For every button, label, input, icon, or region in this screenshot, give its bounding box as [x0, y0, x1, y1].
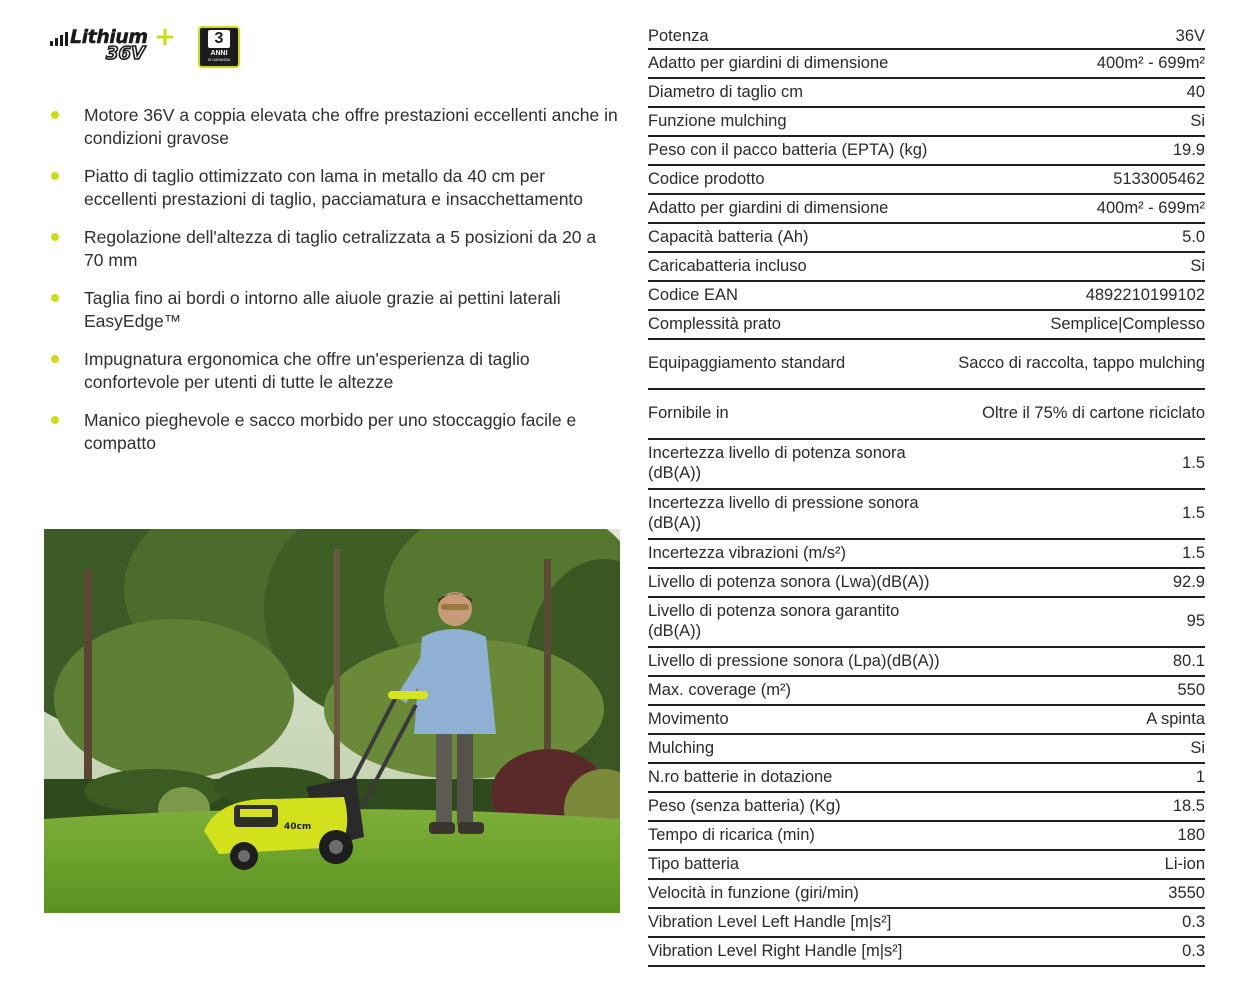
- spec-label: Codice prodotto: [648, 169, 765, 188]
- spec-value: 5133005462: [1113, 169, 1205, 188]
- spec-label: Incertezza livello di potenza sonora (dB(A)): [648, 444, 906, 482]
- spec-row: [648, 822, 1205, 851]
- feature-text: Piatto di taglio ottimizzato con lama in metallo da 40 cm per eccellenti prestazioni di taglio, pacciamatura e insacchettamento: [84, 166, 584, 209]
- bullet-dot-icon: [51, 416, 59, 424]
- spec-value: 1.5: [1182, 543, 1205, 562]
- spec-row: [648, 282, 1205, 311]
- spec-row: [648, 764, 1205, 793]
- spec-label: Peso con il pacco batteria (EPTA) (kg): [648, 140, 928, 159]
- spec-label: Equipaggiamento standard: [648, 354, 846, 372]
- feature-item: [48, 409, 618, 454]
- spec-label: Fornibile in: [648, 404, 729, 422]
- spec-row: [648, 195, 1205, 224]
- spec-row: [648, 340, 1205, 390]
- warranty-caption: DI GARANZIA: [207, 58, 231, 62]
- spec-label: Vibration Level Right Handle [m|s²]: [648, 941, 903, 960]
- warranty-unit: ANNI: [210, 50, 228, 57]
- spec-value: Oltre il 75% di cartone riciclato: [982, 404, 1205, 422]
- spec-value: 36V: [1175, 27, 1205, 45]
- spec-row: [648, 79, 1205, 108]
- feature-text: Manico pieghevole e sacco morbido per uno stoccaggio facile e compatto: [84, 410, 577, 453]
- spec-value: 1.5: [1182, 504, 1205, 522]
- spec-value: 400m² - 699m²: [1096, 198, 1205, 217]
- lithium-logo-plus: +: [154, 22, 176, 52]
- spec-value: Semplice|Complesso: [1050, 314, 1205, 333]
- spec-row: [648, 648, 1205, 677]
- spec-label: Capacità batteria (Ah): [648, 227, 809, 246]
- spec-value: 4892210199102: [1085, 285, 1205, 304]
- spec-label: Tempo di ricarica (min): [648, 825, 815, 844]
- spec-label: Vibration Level Left Handle [m|s²]: [648, 912, 892, 931]
- feature-item: [48, 165, 618, 210]
- spec-table: [648, 26, 1205, 967]
- spec-label: Incertezza livello di pressione sonora (dB(A)): [648, 494, 919, 532]
- product-photo: [44, 529, 620, 913]
- spec-value: Sacco di raccolta, tappo mulching: [958, 354, 1205, 372]
- spec-label: Codice EAN: [648, 285, 738, 304]
- spec-row: [648, 880, 1205, 909]
- bullet-dot-icon: [51, 355, 59, 363]
- spec-value: 5.0: [1182, 227, 1205, 246]
- spec-row: [648, 938, 1205, 967]
- spec-row: [648, 108, 1205, 137]
- spec-row: [648, 569, 1205, 598]
- spec-label: Incertezza vibrazioni (m/s²): [648, 543, 847, 562]
- spec-value: A spinta: [1146, 709, 1205, 728]
- spec-row: [648, 677, 1205, 706]
- spec-value: 95: [1186, 612, 1205, 630]
- spec-label: Livello di pressione sonora (Lpa)(dB(A)): [648, 651, 940, 670]
- bullet-dot-icon: [51, 233, 59, 241]
- spec-row: [648, 706, 1205, 735]
- feature-text: Regolazione dell'altezza di taglio cetralizzata a 5 posizioni da 20 a 70 mm: [84, 227, 597, 270]
- spec-row: [648, 137, 1205, 166]
- lawn-mower-scene: [44, 529, 620, 913]
- spec-value: 180: [1177, 825, 1205, 844]
- bullet-dot-icon: [51, 111, 59, 119]
- feature-text: Impugnatura ergonomica che offre un'esperienza di taglio confortevole per utenti di tutte le altezze: [84, 349, 530, 392]
- spec-value: 0.3: [1182, 912, 1205, 931]
- feature-text: Taglia fino ai bordi o intorno alle aiuole grazie ai pettini laterali EasyEdge™: [84, 288, 561, 331]
- spec-label: Diametro di taglio cm: [648, 82, 803, 101]
- feature-list: [48, 104, 618, 470]
- spec-label: Complessità prato: [648, 314, 781, 333]
- mower-size-label: 40cm: [284, 822, 312, 832]
- spec-row: [648, 490, 1205, 540]
- spec-value: 0.3: [1182, 941, 1205, 960]
- spec-row: [648, 735, 1205, 764]
- warranty-number: 3: [208, 30, 230, 48]
- bullet-dot-icon: [51, 172, 59, 180]
- spec-row: [648, 793, 1205, 822]
- spec-row: [648, 598, 1205, 648]
- spec-label: Funzione mulching: [648, 111, 787, 130]
- spec-row: [648, 50, 1205, 79]
- spec-value: 40: [1186, 82, 1205, 101]
- spec-value: 3550: [1168, 883, 1205, 902]
- spec-value: 92.9: [1172, 572, 1205, 591]
- spec-value: 1.5: [1182, 454, 1205, 472]
- spec-label: Mulching: [648, 738, 715, 757]
- lithium-36v-logo: [50, 22, 176, 68]
- spec-value: Si: [1190, 738, 1205, 757]
- spec-label: Tipo batteria: [648, 854, 740, 873]
- spec-value: Si: [1190, 111, 1205, 130]
- spec-label: Livello di potenza sonora (Lwa)(dB(A)): [648, 572, 930, 591]
- spec-label: Adatto per giardini di dimensione: [648, 198, 889, 217]
- spec-value: Si: [1190, 256, 1205, 275]
- spec-row: [648, 909, 1205, 938]
- spec-row: [648, 440, 1205, 490]
- spec-value: Li-ion: [1164, 854, 1205, 873]
- lithium-logo-word: Lithium: [70, 26, 148, 48]
- spec-label: Peso (senza batteria) (Kg): [648, 796, 841, 815]
- spec-row: [648, 311, 1205, 340]
- feature-item: [48, 287, 618, 332]
- spec-value: 1: [1195, 767, 1205, 786]
- spec-label: N.ro batterie in dotazione: [648, 767, 833, 786]
- feature-item: [48, 226, 618, 271]
- spec-row: [648, 851, 1205, 880]
- spec-value: 80.1: [1172, 651, 1205, 670]
- warranty-3-years-badge: [198, 26, 240, 68]
- spec-label: Max. coverage (m²): [648, 680, 792, 699]
- spec-label: Movimento: [648, 709, 729, 728]
- spec-row: [648, 390, 1205, 440]
- feature-text: Motore 36V a coppia elevata che offre prestazioni eccellenti anche in condizioni gravose: [84, 105, 618, 148]
- spec-value: 400m² - 699m²: [1096, 53, 1205, 72]
- spec-label: Potenza: [648, 27, 709, 45]
- spec-label: Velocità in funzione (giri/min): [648, 883, 859, 902]
- spec-row: [648, 253, 1205, 282]
- battery-bars-icon: [50, 32, 72, 46]
- spec-label: Adatto per giardini di dimensione: [648, 53, 889, 72]
- spec-label: Caricabatteria incluso: [648, 256, 807, 275]
- spec-row: [648, 540, 1205, 569]
- feature-item: [48, 104, 618, 149]
- spec-label: Livello di potenza sonora garantito (dB(A)): [648, 602, 900, 640]
- spec-row: [648, 26, 1205, 50]
- lithium-logo-voltage: 36V: [106, 43, 145, 64]
- feature-item: [48, 348, 618, 393]
- bullet-dot-icon: [51, 294, 59, 302]
- spec-value: 19.9: [1172, 140, 1205, 159]
- spec-value: 18.5: [1172, 796, 1205, 815]
- spec-row: [648, 224, 1205, 253]
- spec-row: [648, 166, 1205, 195]
- spec-value: 550: [1177, 680, 1205, 699]
